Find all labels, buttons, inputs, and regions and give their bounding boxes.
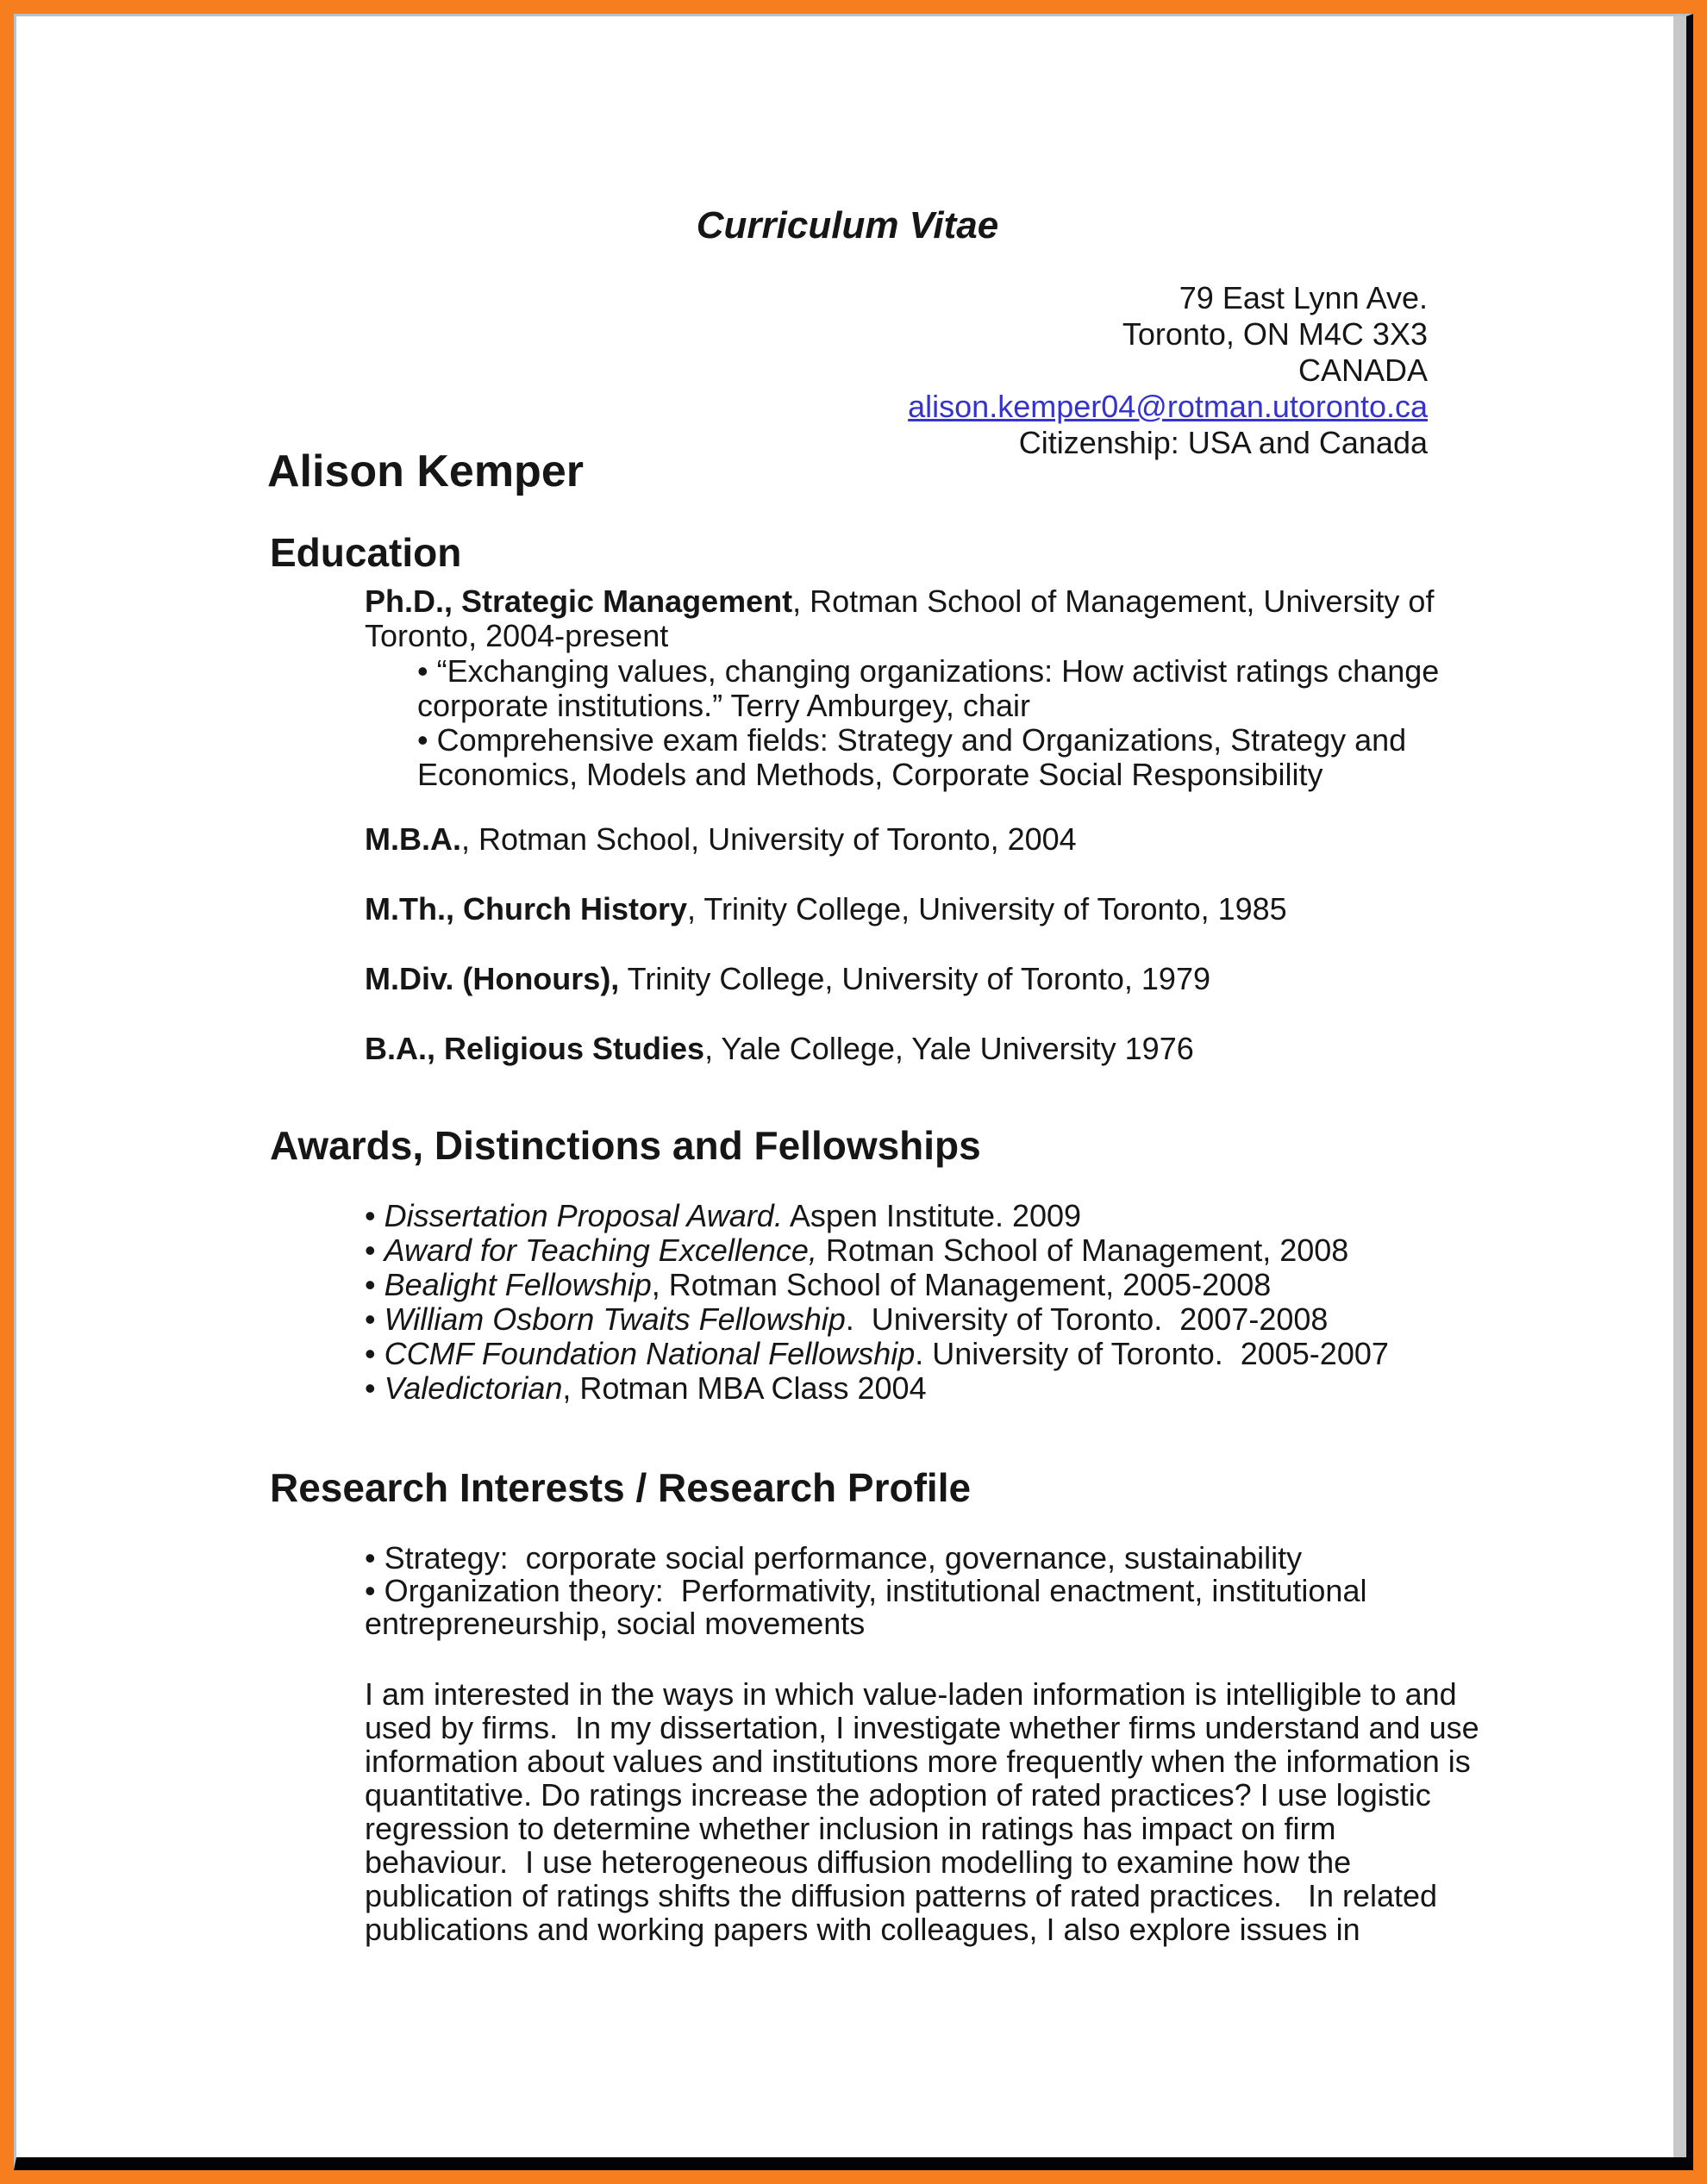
section-heading-awards: Awards, Distinctions and Fellowships bbox=[270, 1123, 981, 1168]
text-line: publication of ratings shifts the diffusion patterns of rated practices. In related bbox=[365, 1878, 1438, 1913]
research-interests-list bbox=[365, 1542, 1366, 1640]
ba-degree-entry bbox=[365, 1032, 1194, 1066]
person-name: Alison Kemper bbox=[267, 446, 584, 496]
text-line: regression to determine whether inclusion in ratings has impact on firm bbox=[365, 1811, 1336, 1846]
research-profile-paragraph bbox=[365, 1677, 1479, 1946]
text-line: quantitative. Do ratings increase the adoption of rated practices? I use logistic bbox=[365, 1777, 1431, 1813]
awards-list bbox=[365, 1199, 1389, 1406]
text-line: B.A., Religious Studies, Yale College, Yale University 1976 bbox=[365, 1031, 1194, 1066]
section-heading-research: Research Interests / Research Profile bbox=[270, 1465, 972, 1510]
mth-degree-entry bbox=[365, 892, 1287, 927]
text-line: • Organization theory: Performativity, institutional enactment, institutional bbox=[365, 1573, 1367, 1608]
text-line: Toronto, 2004-present bbox=[365, 618, 669, 653]
phd-degree-entry bbox=[365, 584, 1434, 653]
mdiv-degree-entry bbox=[365, 962, 1210, 996]
document-title: Curriculum Vitae bbox=[696, 204, 999, 246]
phd-degree-details bbox=[417, 654, 1439, 792]
address-line-3: CANADA bbox=[1297, 353, 1428, 388]
text-line: • Comprehensive exam fields: Strategy and Organizations, Strategy and bbox=[417, 722, 1407, 758]
text-line: I am interested in the ways in which value-laden information is intelligible to and bbox=[365, 1676, 1457, 1712]
text-line: Ph.D., Strategic Management, Rotman School of Management, University of bbox=[365, 583, 1435, 619]
text-line: entrepreneurship, social movements bbox=[365, 1606, 866, 1641]
citizenship-line: Citizenship: USA and Canada bbox=[1018, 425, 1428, 460]
text-line: corporate institutions.” Terry Amburgey, chair bbox=[417, 688, 1030, 723]
text-line: publications and working papers with colleagues, I also explore issues in bbox=[365, 1912, 1360, 1947]
text-line: • Bealight Fellowship, Rotman School of Management, 2005-2008 bbox=[365, 1267, 1272, 1302]
address-line-1: 79 East Lynn Ave. bbox=[1179, 280, 1428, 315]
email-link[interactable]: alison.kemper04@rotman.utoronto.ca bbox=[908, 389, 1428, 424]
mba-degree-entry bbox=[365, 822, 1077, 857]
text-line: M.Div. (Honours), Trinity College, University of Toronto, 1979 bbox=[365, 961, 1210, 996]
address-line-2: Toronto, ON M4C 3X3 bbox=[1122, 316, 1428, 352]
text-line: information about values and institutions more frequently when the information is bbox=[365, 1744, 1471, 1779]
text-line: • Award for Teaching Excellence, Rotman School of Management, 2008 bbox=[365, 1232, 1349, 1268]
text-line: • Valedictorian, Rotman MBA Class 2004 bbox=[365, 1370, 927, 1406]
text-line: • “Exchanging values, changing organizations: How activist ratings change bbox=[417, 653, 1440, 689]
text-line: • William Osborn Twaits Fellowship. University of Toronto. 2007-2008 bbox=[365, 1301, 1329, 1337]
text-line: M.Th., Church History, Trinity College, University of Toronto, 1985 bbox=[365, 891, 1287, 927]
text-line: M.B.A., Rotman School, University of Toronto, 2004 bbox=[365, 821, 1077, 857]
text-line: • CCMF Foundation National Fellowship. University of Toronto. 2005-2007 bbox=[365, 1336, 1389, 1371]
contact-block bbox=[267, 280, 1428, 461]
text-line: • Dissertation Proposal Award. Aspen Institute. 2009 bbox=[365, 1198, 1082, 1233]
text-line: Economics, Models and Methods, Corporate Social Responsibility bbox=[417, 757, 1323, 792]
text-line: used by firms. In my dissertation, I investigate whether firms understand and use bbox=[365, 1710, 1479, 1745]
text-line: • Strategy: corporate social performance, governance, sustainability bbox=[365, 1540, 1303, 1576]
text-line: behaviour. I use heterogeneous diffusion modelling to examine how the bbox=[365, 1844, 1352, 1880]
section-heading-education: Education bbox=[270, 530, 462, 575]
